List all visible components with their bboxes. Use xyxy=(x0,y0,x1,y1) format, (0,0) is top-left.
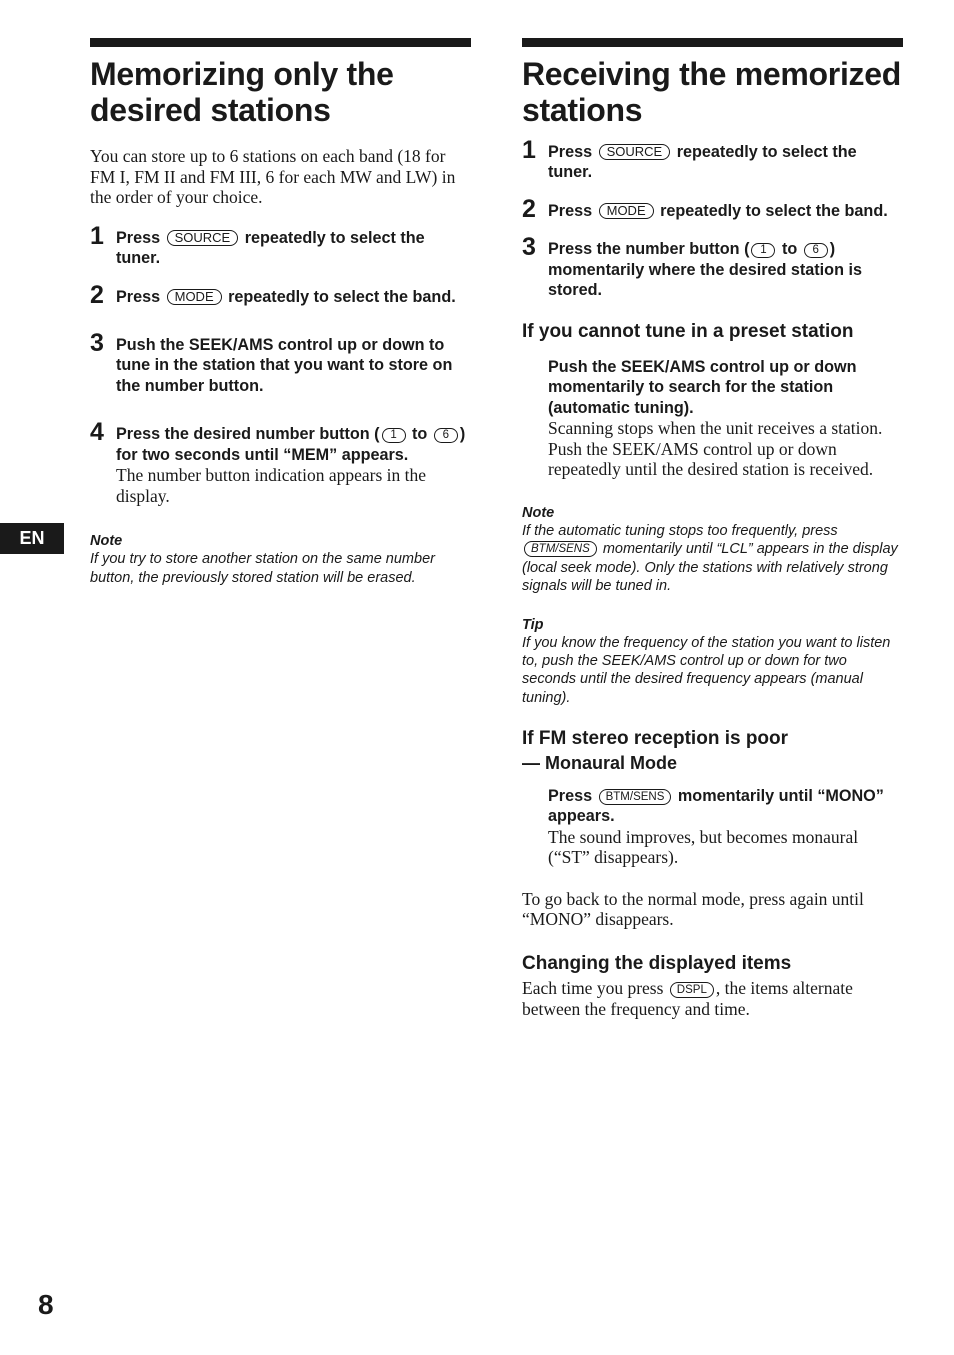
mode-key: MODE xyxy=(599,203,654,219)
right-section-title: Receiving the memorized stations xyxy=(522,56,901,128)
note-body: If the automatic tuning stops too frequently, press BTM/SENS momentarily until “LCL” appears in the display (local seek mode). Only the stations with relatively strong signals will be tuned in. xyxy=(522,522,898,595)
left-step-1 xyxy=(90,221,471,269)
right-column xyxy=(522,38,903,1020)
display-body: Each time you press DSPL , the items alternate between the frequency and time. xyxy=(522,978,853,1019)
preset-instruction: Push the SEEK/AMS control up or down momentarily to search for the station (automatic tuning). xyxy=(548,357,857,417)
tip-body: If you know the frequency of the station you want to listen to, push the SEEK/AMS control up or down for two seconds until the desired frequency appears (manual tuning). xyxy=(522,634,891,706)
step-subtext: The number button indication appears in the display. xyxy=(116,465,427,506)
step-text: Press the number button ( 1 to 6 ) momentarily where the desired station is stored. xyxy=(548,240,862,300)
number-key-6: 6 xyxy=(804,243,828,258)
step-text: Press MODE repeatedly to select the band. xyxy=(116,287,456,306)
number-key-1: 1 xyxy=(751,243,775,258)
step-number: 3 xyxy=(522,233,536,262)
mono-body: The sound improves, but becomes monaural (“ST” disappears). xyxy=(548,826,859,868)
right-step-2 xyxy=(522,194,903,223)
step-number: 4 xyxy=(90,418,104,447)
left-step-3 xyxy=(90,329,471,396)
step-text: Press MODE repeatedly to select the band. xyxy=(548,201,888,220)
preset-heading: If you cannot tune in a preset station xyxy=(522,321,854,343)
number-key-6: 6 xyxy=(434,428,458,443)
btm-sens-key: BTM/SENS xyxy=(524,541,597,557)
step-text: Press the desired number button ( 1 to 6 ) for two seconds until “MEM” appears. xyxy=(116,425,466,464)
source-key: SOURCE xyxy=(599,144,671,160)
step-number: 3 xyxy=(90,329,104,357)
page-number: 8 xyxy=(38,1289,54,1320)
left-step-2 xyxy=(90,280,471,309)
step-text: Push the SEEK/AMS control up or down to tune in the station that you want to store on the number button. xyxy=(116,336,453,395)
left-intro: You can store up to 6 stations on each band (18 for FM I, FM II and FM III, 6 for each MW and LW) in the order of your choice. xyxy=(90,146,456,208)
mono-back: To go back to the normal mode, press again until “MONO” disappears. xyxy=(522,888,864,930)
right-step-1 xyxy=(522,136,903,183)
source-key: SOURCE xyxy=(167,230,239,246)
left-step-4 xyxy=(90,418,471,506)
language-tab: EN xyxy=(0,523,64,554)
right-step-3 xyxy=(522,233,903,300)
number-key-1: 1 xyxy=(382,428,406,443)
mono-instruction: Press BTM/SENS momentarily until “MONO” appears. xyxy=(548,786,884,826)
mode-key: MODE xyxy=(167,289,222,305)
step-number: 1 xyxy=(90,221,104,250)
step-text: Press SOURCE repeatedly to select the tuner. xyxy=(548,143,857,182)
note-body: If you try to store another station on the same number button, the previously stored station will be erased. xyxy=(90,551,435,586)
note-title: Note xyxy=(90,533,123,550)
mono-block xyxy=(522,786,903,868)
dspl-key: DSPL xyxy=(670,982,714,998)
display-heading: Changing the displayed items xyxy=(522,952,792,974)
mono-subheading: — Monaural Mode xyxy=(522,752,678,773)
step-number: 2 xyxy=(522,194,536,223)
preset-block xyxy=(522,357,903,480)
mono-heading: If FM stereo reception is poor xyxy=(522,728,789,750)
step-number: 2 xyxy=(90,280,104,309)
step-number: 1 xyxy=(522,136,536,164)
step-text: Press SOURCE repeatedly to select the tuner. xyxy=(116,228,425,268)
preset-body: Scanning stops when the unit receives a station. Push the SEEK/AMS control up or down repeatedly until the desired station is received. xyxy=(548,418,883,480)
left-column xyxy=(90,38,471,587)
section-rule xyxy=(522,38,903,47)
section-rule xyxy=(90,38,471,47)
tip-title: Tip xyxy=(522,616,544,633)
note-title: Note xyxy=(522,504,555,521)
left-section-title: Memorizing only the desired stations xyxy=(90,56,394,128)
btm-sens-key: BTM/SENS xyxy=(599,789,672,805)
